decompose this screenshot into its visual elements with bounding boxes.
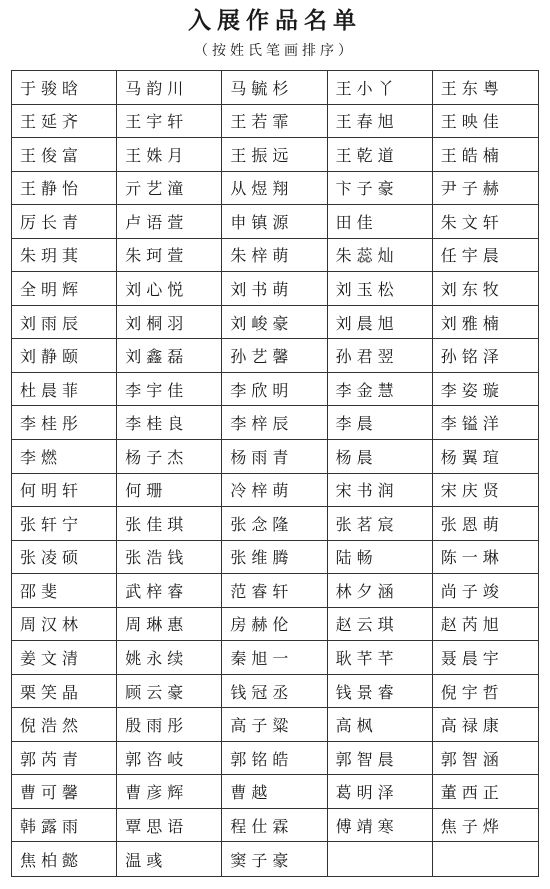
name-cell: 李燃: [12, 440, 117, 474]
name-cell: 曹越: [222, 775, 327, 809]
name-cell: 郭咨岐: [117, 742, 222, 776]
name-cell: 韩露雨: [12, 809, 117, 843]
name-cell: [328, 842, 433, 876]
name-cell: 郭芮青: [12, 742, 117, 776]
name-cell: 刘书萌: [222, 272, 327, 306]
name-cell: 倪宇哲: [433, 675, 538, 709]
name-cell: 周汉林: [12, 608, 117, 642]
name-cell: 于骏晗: [12, 71, 117, 105]
name-cell: 王春旭: [328, 105, 433, 139]
name-cell: 曹彦辉: [117, 775, 222, 809]
name-cell: 张维腾: [222, 541, 327, 575]
name-cell: 周琳惠: [117, 608, 222, 642]
page-title: 入展作品名单: [188, 7, 362, 34]
name-cell: 尚子竣: [433, 574, 538, 608]
name-cell: 房赫伦: [222, 608, 327, 642]
name-cell: 王宇轩: [117, 105, 222, 139]
name-cell: 朱珂萱: [117, 239, 222, 273]
name-cell: 孙君翌: [328, 339, 433, 373]
name-cell: 李金慧: [328, 373, 433, 407]
name-cell: 孙艺馨: [222, 339, 327, 373]
name-cell: 李桂彤: [12, 406, 117, 440]
name-cell: 刘晨旭: [328, 306, 433, 340]
name-cell: 李姿璇: [433, 373, 538, 407]
name-cell: 杨晨: [328, 440, 433, 474]
name-cell: 张念隆: [222, 507, 327, 541]
name-cell: 亓艺潼: [117, 172, 222, 206]
name-cell: 顾云豪: [117, 675, 222, 709]
name-cell: 田佳: [328, 205, 433, 239]
name-cell: 董西正: [433, 775, 538, 809]
name-cell: 王姝月: [117, 138, 222, 172]
name-cell: 冷梓萌: [222, 474, 327, 508]
name-cell: 李桂良: [117, 406, 222, 440]
name-cell: 林夕涵: [328, 574, 433, 608]
name-table: [11, 70, 539, 877]
name-cell: 王延齐: [12, 105, 117, 139]
name-cell: 朱梓萌: [222, 239, 327, 273]
name-cell: 李欣明: [222, 373, 327, 407]
name-cell: 杨翼瑄: [433, 440, 538, 474]
name-cell: 刘东牧: [433, 272, 538, 306]
name-cell: 覃思语: [117, 809, 222, 843]
name-cell: 赵云琪: [328, 608, 433, 642]
name-cell: 曹可馨: [12, 775, 117, 809]
name-cell: 刘鑫磊: [117, 339, 222, 373]
name-cell: 尹子赫: [433, 172, 538, 206]
name-cell: 张浩钱: [117, 541, 222, 575]
name-cell: 刘雅楠: [433, 306, 538, 340]
name-cell: 刘玉松: [328, 272, 433, 306]
name-cell: 王乾道: [328, 138, 433, 172]
name-cell: 任宇晨: [433, 239, 538, 273]
name-cell: 张轩宁: [12, 507, 117, 541]
name-cell: 秦旭一: [222, 641, 327, 675]
name-cell: 从煜翔: [222, 172, 327, 206]
name-cell: 聂晨宇: [433, 641, 538, 675]
name-cell: 李宇佳: [117, 373, 222, 407]
name-cell: 武梓睿: [117, 574, 222, 608]
name-cell: 王小丫: [328, 71, 433, 105]
name-cell: 陈一琳: [433, 541, 538, 575]
name-cell: 卢语萱: [117, 205, 222, 239]
name-cell: 王振远: [222, 138, 327, 172]
name-cell: 高子粱: [222, 708, 327, 742]
name-cell: 刘心悦: [117, 272, 222, 306]
name-cell: 高禄康: [433, 708, 538, 742]
name-cell: 张茗宸: [328, 507, 433, 541]
name-cell: 钱冠丞: [222, 675, 327, 709]
name-cell: 葛明泽: [328, 775, 433, 809]
name-cell: 杨雨青: [222, 440, 327, 474]
name-cell: 刘桐羽: [117, 306, 222, 340]
name-cell: 高枫: [328, 708, 433, 742]
name-cell: 郭铭皓: [222, 742, 327, 776]
name-cell: 王皓楠: [433, 138, 538, 172]
name-cell: 申镇源: [222, 205, 327, 239]
name-cell: 马毓杉: [222, 71, 327, 105]
name-cell: 朱文轩: [433, 205, 538, 239]
name-cell: 范睿轩: [222, 574, 327, 608]
name-cell: 王东粤: [433, 71, 538, 105]
name-cell: 王静怡: [12, 172, 117, 206]
name-cell: 朱蕊灿: [328, 239, 433, 273]
name-cell: 张恩萌: [433, 507, 538, 541]
name-cell: 杜晨菲: [12, 373, 117, 407]
name-cell: 郭智涵: [433, 742, 538, 776]
name-cell: 马韵川: [117, 71, 222, 105]
name-cell: 何明轩: [12, 474, 117, 508]
name-cell: 王映佳: [433, 105, 538, 139]
name-cell: 程仕霖: [222, 809, 327, 843]
name-cell: 李镒洋: [433, 406, 538, 440]
name-cell: 张佳琪: [117, 507, 222, 541]
name-cell: 刘静颐: [12, 339, 117, 373]
name-cell: 陆畅: [328, 541, 433, 575]
name-cell: 温彧: [117, 842, 222, 876]
page-subtitle: （按姓氏笔画排序）: [194, 43, 356, 59]
name-cell: 李梓辰: [222, 406, 327, 440]
name-cell: 耿芊芊: [328, 641, 433, 675]
name-cell: 王俊富: [12, 138, 117, 172]
name-cell: 赵芮旭: [433, 608, 538, 642]
name-cell: 朱玥萁: [12, 239, 117, 273]
name-cell: 焦子烨: [433, 809, 538, 843]
name-cell: 孙铭泽: [433, 339, 538, 373]
name-cell: 郭智晨: [328, 742, 433, 776]
name-cell: 窦子豪: [222, 842, 327, 876]
name-cell: 宋书润: [328, 474, 433, 508]
name-cell: 王若霏: [222, 105, 327, 139]
name-cell: 卞子豪: [328, 172, 433, 206]
name-cell: 李晨: [328, 406, 433, 440]
name-cell: 邵斐: [12, 574, 117, 608]
name-cell: 刘雨辰: [12, 306, 117, 340]
name-cell: 栗笑晶: [12, 675, 117, 709]
name-cell: 厉长青: [12, 205, 117, 239]
name-cell: 傅靖寒: [328, 809, 433, 843]
name-cell: 倪浩然: [12, 708, 117, 742]
name-cell: 焦柏懿: [12, 842, 117, 876]
name-cell: 姚永续: [117, 641, 222, 675]
name-cell: [433, 842, 538, 876]
name-cell: 宋庆贤: [433, 474, 538, 508]
name-cell: 姜文清: [12, 641, 117, 675]
name-cell: 钱景睿: [328, 675, 433, 709]
name-cell: 殷雨彤: [117, 708, 222, 742]
name-cell: 张凌硕: [12, 541, 117, 575]
name-cell: 全明辉: [12, 272, 117, 306]
name-cell: 杨子杰: [117, 440, 222, 474]
name-cell: 刘峻豪: [222, 306, 327, 340]
name-cell: 何珊: [117, 474, 222, 508]
